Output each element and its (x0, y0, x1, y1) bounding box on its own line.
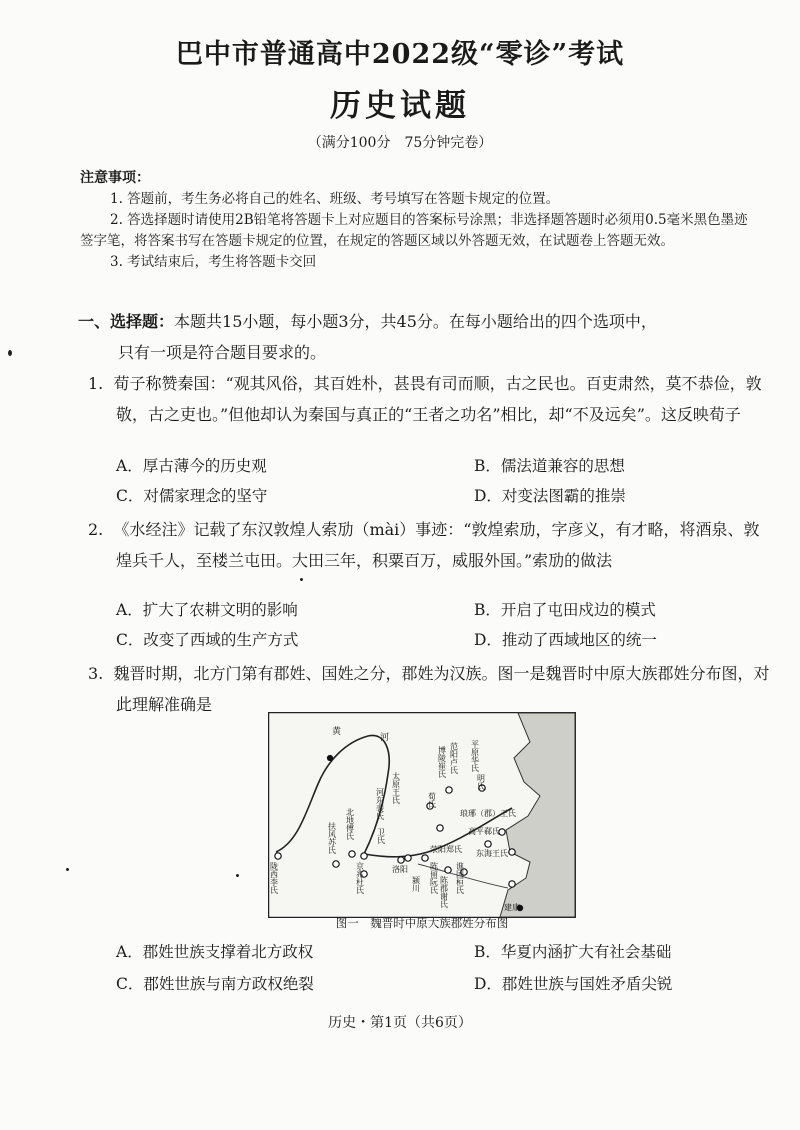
option-a[interactable]: A．扩大了农耕文明的影响 (116, 601, 298, 619)
option-b[interactable]: B．儒法道兼容的思想 (474, 457, 625, 475)
question-stem: 魏晋时期，北方门第有郡姓、国姓之分，郡姓为汉族。图一是魏晋时中原大族郡姓分布图，对此理解准确是 (113, 664, 770, 714)
map-label: 北地傅氏 (345, 808, 355, 840)
question-stem: 《水经注》记载了东汉敦煌人索劢（mài）事迹：“敦煌索劢，字彦义，有才略，将酒泉、敦煌兵千人，至楼兰屯田。大田三年，积粟百万，威服外国。”索劢的做法 (113, 520, 760, 570)
option-b[interactable]: B．开启了屯田戍边的模式 (474, 601, 656, 619)
option-c[interactable]: C．改变了西域的生产方式 (116, 631, 299, 649)
map-label: 河东裴氏 (375, 788, 385, 820)
section-label: 一、选择题： (78, 312, 175, 331)
scan-speck (300, 578, 303, 581)
exam-subtitle: （满分100分 75分钟完卷） (307, 135, 493, 151)
question-3 (88, 658, 770, 720)
map-label: 扶风苏氏 (327, 822, 337, 854)
map-label: 陇西李氏 (269, 862, 279, 894)
option-d[interactable]: D．推动了西域地区的统一 (474, 631, 657, 649)
option-a[interactable]: A．郡姓世族支撑着北方政权 (116, 943, 314, 961)
notice-heading: 注意事项： (80, 170, 150, 186)
option-c[interactable]: C．郡姓世族与南方政权绝裂 (116, 975, 314, 993)
option-d[interactable]: D．郡姓世族与国姓矛盾尖锐 (474, 975, 673, 993)
option-b[interactable]: B．华夏内涵扩大有社会基础 (474, 943, 672, 961)
page-footer: 历史・第1页（共6页） (328, 1015, 472, 1031)
question-number: 3. (88, 664, 104, 683)
map-caption: 图一 魏晋时中原大族郡姓分布图 (335, 916, 509, 930)
scan-speck (66, 868, 69, 871)
map-label: 太原王氏 (391, 772, 401, 804)
map-label: 颍川 (411, 876, 421, 892)
scan-speck (236, 874, 239, 877)
option-d[interactable]: D．对变法图霸的推崇 (474, 487, 626, 505)
scan-speck (8, 350, 12, 356)
map-label: 洛阳 (392, 865, 408, 874)
question-2 (88, 514, 770, 576)
notice-block (80, 168, 760, 273)
question-stem: 荀子称赞秦国：“观其风俗，其百姓朴，甚畏有司而顺，古之民也。百吏肃然，莫不恭俭，敦敬，古之吏也。”但他却认为秦国与真正的“王者之功名”相比，却“不及远矣”。这反映荀子 (113, 374, 762, 424)
clan-distribution-map (268, 712, 576, 918)
map-label: 黄 (332, 727, 342, 737)
map-label: 京兆杜氏 (355, 862, 365, 894)
section-instructions: 本题共15小题，每小题3分，共45分。在每小题给出的四个选项中， (174, 312, 657, 331)
map-label: 范阳卢氏 (449, 742, 459, 774)
option-c[interactable]: C．对儒家理念的坚守 (116, 487, 268, 505)
exam-title: 巴中市普通高中2022级“零诊”考试 (175, 39, 625, 70)
question-number: 1. (88, 374, 104, 393)
map-label: 谯国桓氏 (455, 862, 465, 894)
map-label: 平原华氏 (470, 740, 480, 772)
map-label: 陈郡谢氏 (439, 876, 449, 908)
section-instructions-cont: 只有一项是符合题目要求的。 (118, 343, 327, 362)
map-label: 东海王氏 (476, 849, 508, 858)
subject-title: 历史试题 (330, 88, 470, 124)
notice-item: 2. 答选择题时请使用2B铅笔将答题卡上对应题目的答案标号涂黑；非选择题答题时必须用0.5毫米黑色墨迹签字笔，将答案书写在答题卡规定的位置，在规定的答题区域以外答题无效，在试题卷上答题无效。 (80, 212, 748, 249)
option-a[interactable]: A．厚古薄今的历史观 (116, 457, 267, 475)
map-label: 明氏 (476, 774, 486, 790)
map-label: 琅琊（郡）王氏 (460, 809, 516, 818)
section-heading (78, 306, 768, 368)
map-label: 卫氏 (376, 828, 386, 844)
notice-item: 3. 考试结束后，考生将答题卡交回 (110, 254, 317, 270)
map-label: 河 (380, 733, 390, 743)
map-label: 高平郗氏 (468, 827, 500, 836)
question-number: 2. (88, 520, 104, 539)
notice-item: 1. 答题前，考生务必将自己的姓名、班级、考号填写在答题卡规定的位置。 (110, 191, 560, 207)
map-label: 荥阳郑氏 (430, 845, 462, 854)
map-label: 博陵崔氏 (437, 746, 447, 778)
map-label: 荀氏 (427, 792, 437, 808)
map-label: 陈留阮氏 (429, 862, 439, 894)
map-label: 建康 (504, 903, 520, 912)
question-1 (88, 368, 770, 430)
